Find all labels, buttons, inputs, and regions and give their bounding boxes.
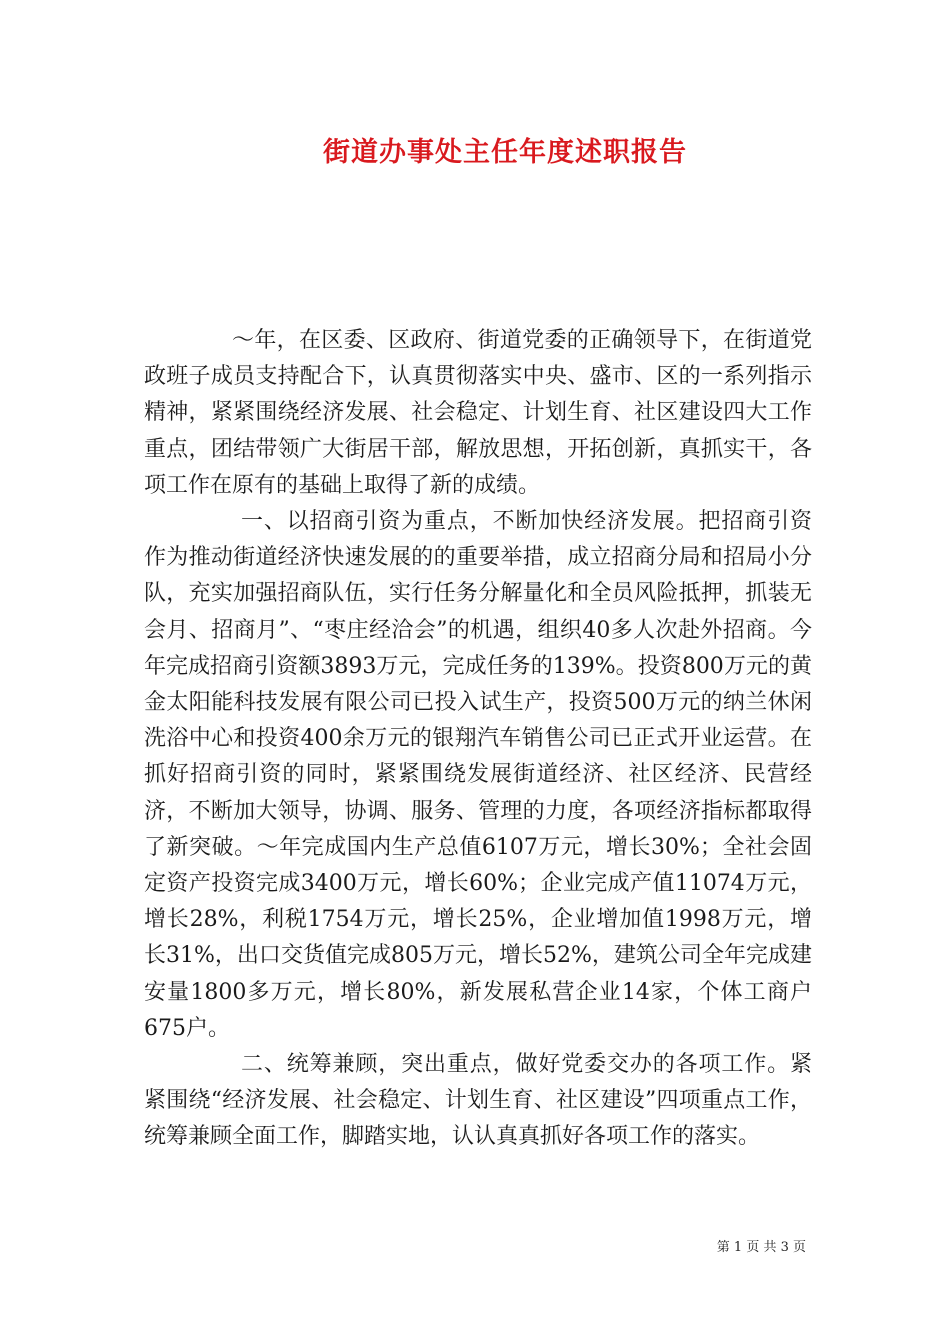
page-number-footer: 第 1 页 共 3 页 [716, 1240, 806, 1255]
paragraph-section-two: 二、统筹兼顾，突出重点，做好党委交办的各项工作。紧紧围绕“经济发展、社会稳定、计划生育、社区建设”四项重点工作，统筹兼顾全面工作，脚踏实地，认认真真抓好各项工作的落实。 [144, 1052, 812, 1150]
document-body [144, 323, 812, 1156]
document-title: 街道办事处主任年度述职报告 [323, 137, 687, 168]
paragraph-section-one: 一、以招商引资为重点，不断加快经济发展。把招商引资作为推动街道经济快速发展的的重要举措，成立招商分局和招局小分队，充实加强招商队伍，实行任务分解量化和全员风险抵押，抓装无会月、招商月”、“枣庄经洽会”的机遇，组织40多人次赴外招商。今年完成招商引资额3893万元，完成任务的139%。投资800万元的黄金太阳能科技发展有限公司已投入试生产，投资500万元的纳兰休闲洗浴中心和投资400余万元的银翔汽车销售公司已正式开业运营。在抓好招商引资的同时，紧紧围绕发展街道经济、社区经济、民营经济，不断加大领导，协调、服务、管理的力度，各项经济指标都取得了新突破。～年完成国内生产总值6107万元，增长30%；全社会固定资产投资完成3400万元，增长60%；企业完成产值11074万元，增长28%，利税1754万元，增长25%，企业增加值1998万元，增长31%，出口交货值完成805万元，增长52%，建筑公司全年完成建安量1800多万元，增长80%，新发展私营企业14家，个体工商户675户。 [144, 509, 812, 1041]
paragraph-intro: ～年，在区委、区政府、街道党委的正确领导下，在街道党政班子成员支持配合下，认真贯彻落实中央、盛市、区的一系列指示精神，紧紧围绕经济发展、社会稳定、计划生育、社区建设四大工作重点，团结带领广大街居干部，解放思想，开拓创新，真抓实干，各项工作在原有的基础上取得了新的成绩。 [144, 328, 812, 498]
